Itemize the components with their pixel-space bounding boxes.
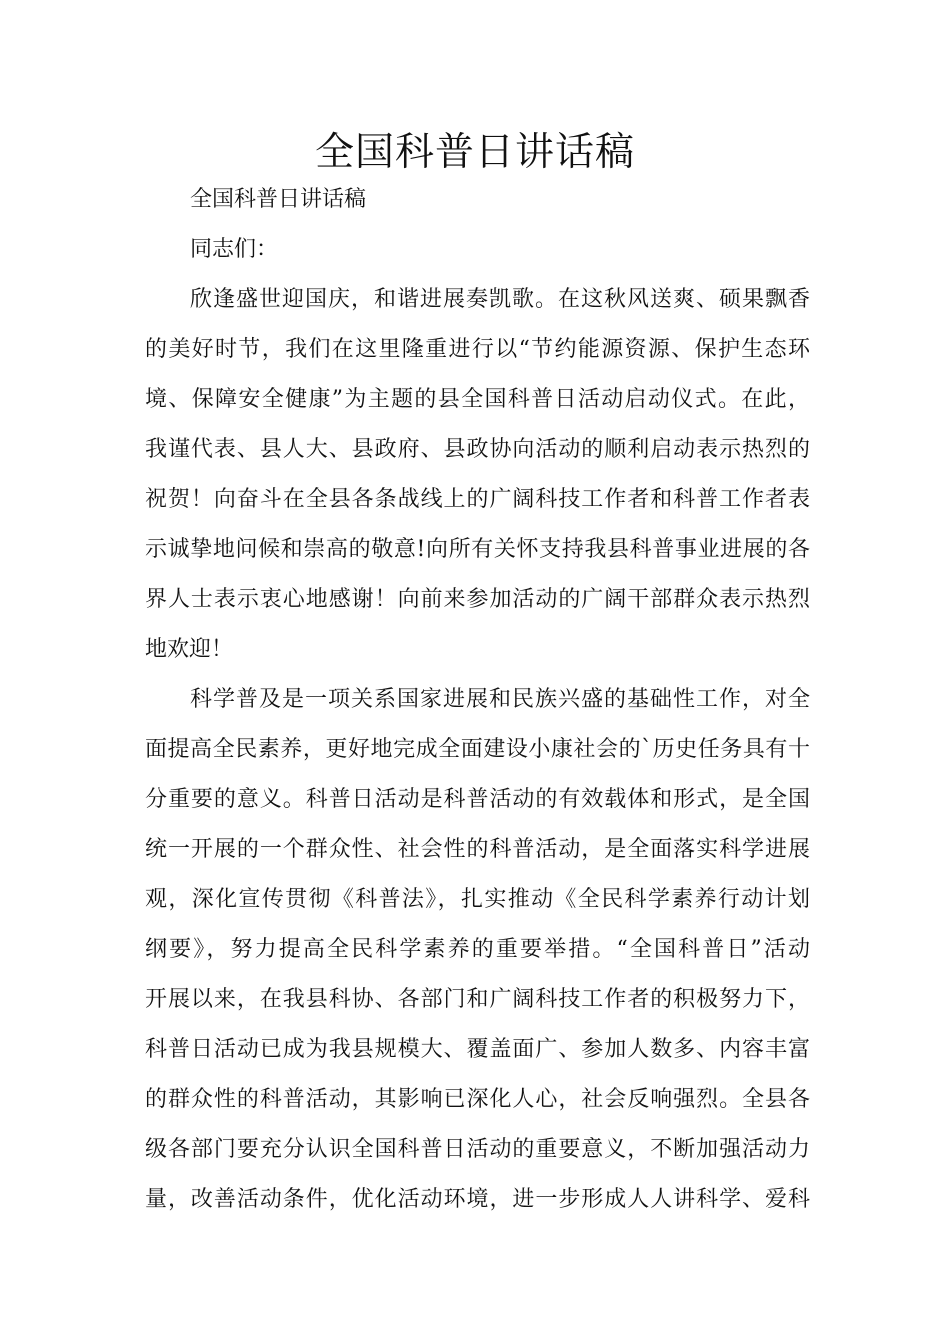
body-line: 示诚挚地问候和崇高的敬意!向所有关怀支持我县科普事业进展的各	[145, 537, 810, 562]
document-title: 全国科普日讲话稿	[314, 130, 635, 175]
body-line: 面提高全民素养，更好地完成全面建设小康社会的`历史任务具有十	[145, 737, 810, 762]
body-line: 的群众性的科普活动，其影响已深化人心，社会反响强烈。全县各	[145, 1087, 810, 1112]
body-line: 级各部门要充分认识全国科普日活动的重要意义，不断加强活动力	[145, 1137, 810, 1162]
body-line: 开展以来，在我县科协、各部门和广阔科技工作者的积极努力下，	[145, 987, 810, 1012]
body-line: 的美好时节，我们在这里隆重进行以“节约能源资源、保护生态环	[145, 337, 810, 362]
salutation-line: 同志们：	[190, 237, 279, 262]
subtitle-line: 全国科普日讲话稿	[190, 187, 367, 212]
body-line: 分重要的意义。科普日活动是科普活动的有效载体和形式，是全国	[145, 787, 810, 812]
body-line: 欣逢盛世迎国庆，和谐进展奏凯歌。在这秋风送爽、硕果飘香	[190, 287, 810, 312]
body-line: 观，深化宣传贯彻《科普法》，扎实推动《全民科学素养行动计划	[145, 887, 810, 912]
body-line: 境、保障安全健康”为主题的县全国科普日活动启动仪式。在此，	[145, 387, 810, 412]
body-line: 界人士表示衷心地感谢！向前来参加活动的广阔干部群众表示热烈	[145, 587, 810, 612]
body-line: 量，改善活动条件，优化活动环境，进一步形成人人讲科学、爱科	[145, 1187, 810, 1212]
body-line: 地欢迎！	[145, 637, 234, 662]
body-line: 科普日活动已成为我县规模大、覆盖面广、参加人数多、内容丰富	[145, 1037, 810, 1062]
body-line: 科学普及是一项关系国家进展和民族兴盛的基础性工作，对全	[190, 687, 810, 712]
body-line: 我谨代表、县人大、县政府、县政协向活动的顺利启动表示热烈的	[145, 437, 810, 462]
body-line: 统一开展的一个群众性、社会性的科普活动，是全面落实科学进展	[145, 837, 810, 862]
body-line: 祝贺！向奋斗在全县各条战线上的广阔科技工作者和科普工作者表	[145, 487, 810, 512]
body-line: 纲要》，努力提高全民科学素养的重要举措。“全国科普日”活动	[145, 937, 810, 962]
